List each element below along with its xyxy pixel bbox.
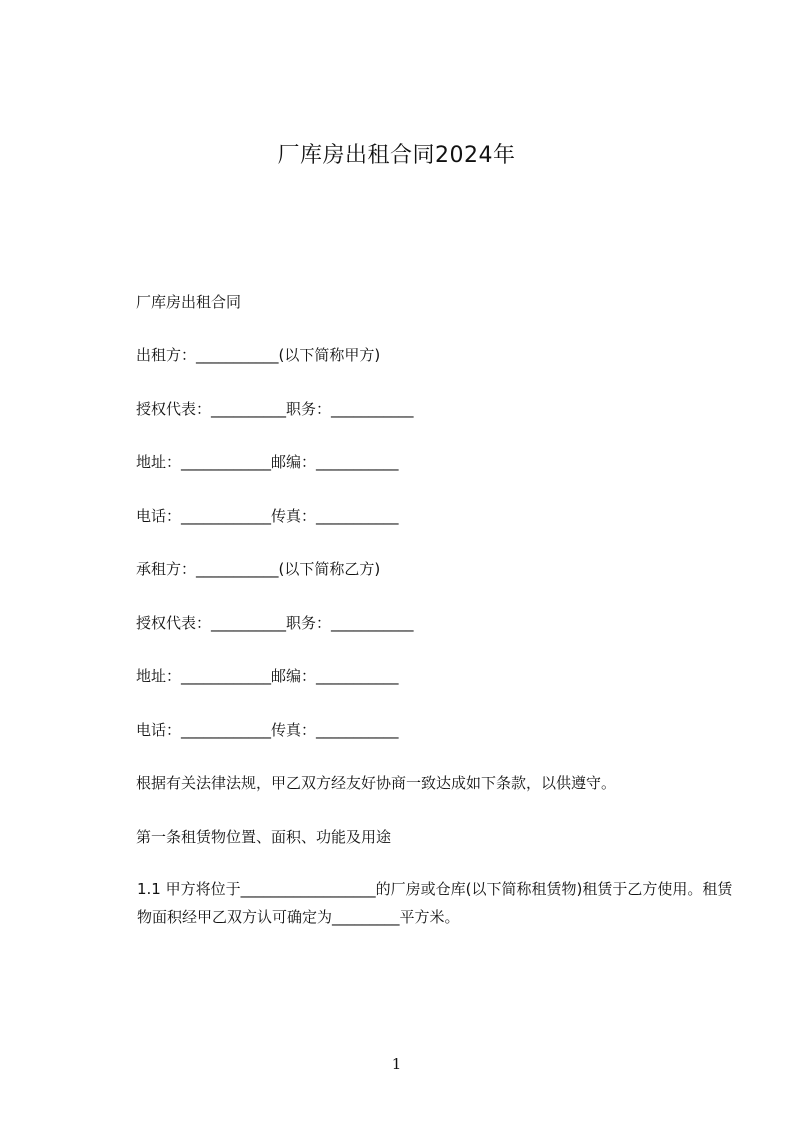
- lessee-representative-line: 授权代表：__________职务：___________: [136, 614, 414, 632]
- clause-1-1: 1.1 甲方将位于__________________的厂房或仓库(以下简称租赁物)租赁于乙方使用。租赁物面积经甲乙双方认可确定为_________平方米。: [137, 880, 733, 926]
- lessee-line: 承租方：___________(以下简称乙方): [136, 560, 381, 578]
- lessor-phone-line: 电话：____________传真：___________: [136, 507, 399, 525]
- lessee-address-line: 地址：____________邮编：___________: [136, 667, 399, 685]
- contract-heading: 厂库房出租合同: [136, 293, 242, 311]
- lessor-address-line: 地址：____________邮编：___________: [136, 453, 399, 471]
- lessee-phone-line: 电话：____________传真：___________: [136, 721, 399, 739]
- preamble-paragraph: 根据有关法律法规，甲乙双方经友好协商一致达成如下条款，以供遵守。: [136, 774, 617, 792]
- page-number: 1: [391, 1055, 402, 1073]
- document-title: 厂库房出租合同2024年: [277, 143, 516, 168]
- article-1-heading: 第一条租赁物位置、面积、功能及用途: [136, 828, 392, 846]
- lessor-line: 出租方：___________(以下简称甲方): [136, 346, 381, 364]
- lessor-representative-line: 授权代表：__________职务：___________: [136, 400, 414, 418]
